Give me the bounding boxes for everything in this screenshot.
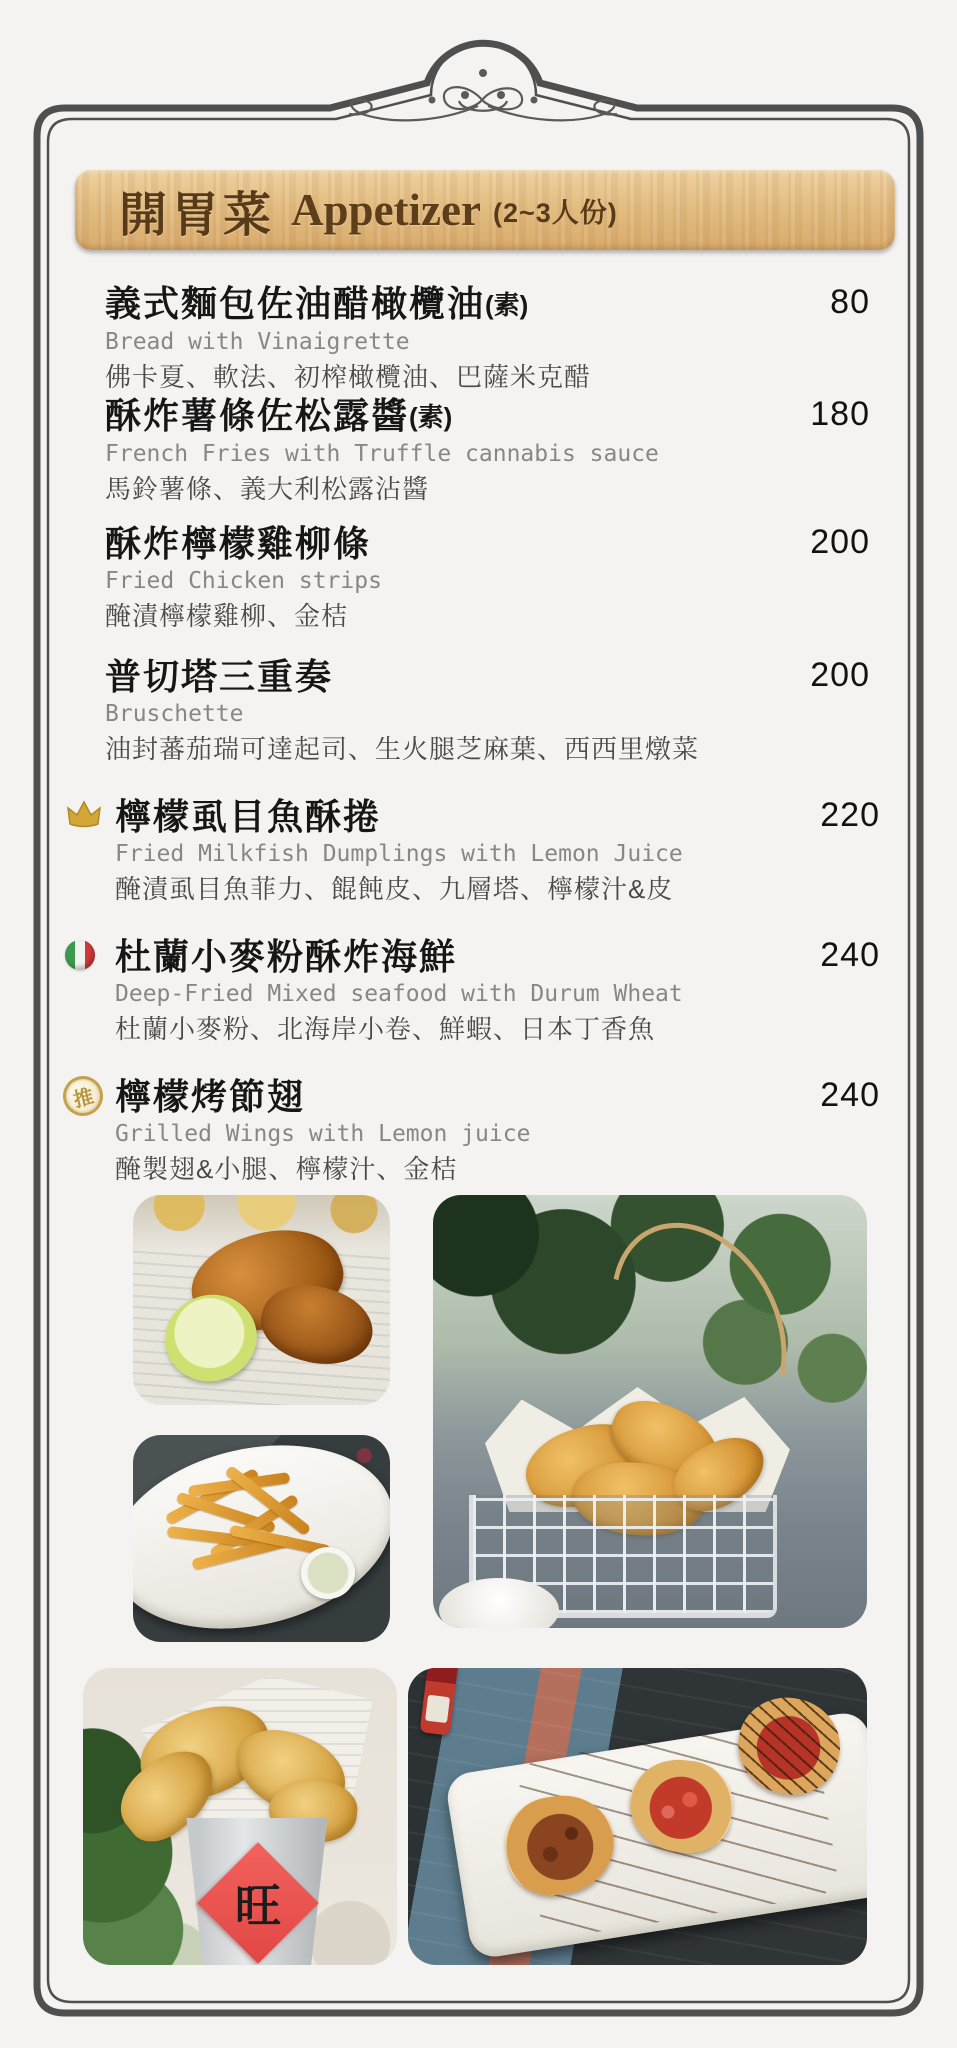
item-price: 200 xyxy=(810,523,870,561)
menu-item xyxy=(105,283,870,393)
menu-item xyxy=(105,936,880,1045)
menu-item xyxy=(105,656,870,765)
item-name: 普切塔三重奏 xyxy=(105,656,334,697)
item-name-en: French Fries with Truffle cannabis sauce xyxy=(105,441,659,467)
section-title-zh: 開胃菜 xyxy=(119,188,276,242)
item-price: 180 xyxy=(810,395,870,433)
menu-item xyxy=(105,395,870,505)
item-description: 醃漬檸檬雞柳、金桔 xyxy=(105,601,349,631)
item-description: 杜蘭小麥粉、北海岸小卷、鮮蝦、日本丁香魚 xyxy=(115,1014,656,1044)
item-name: 杜蘭小麥粉酥炸海鮮 xyxy=(115,936,458,977)
item-price: 80 xyxy=(830,283,870,321)
item-description: 油封蕃茄瑞可達起司、生火腿芝麻葉、西西里燉菜 xyxy=(105,734,700,764)
photo-bruschetta-plate xyxy=(408,1668,867,1965)
item-price: 240 xyxy=(820,936,880,974)
item-price: 240 xyxy=(820,1076,880,1114)
menu-item xyxy=(105,523,870,632)
item-name-en: Bread with Vinaigrette xyxy=(105,329,410,355)
item-name: 檸檬烤節翅 xyxy=(115,1076,306,1117)
item-price: 200 xyxy=(810,656,870,694)
item-name: 酥炸檸檬雞柳條 xyxy=(105,523,372,564)
serving-note: (2~3人份) xyxy=(492,197,618,228)
veg-suffix: (素) xyxy=(409,402,453,432)
section-title-en: Appetizer xyxy=(291,185,481,235)
photo-french-fries xyxy=(133,1435,390,1642)
photo-fried-wonton-bucket xyxy=(83,1668,397,1965)
item-name: 檸檬虱目魚酥捲 xyxy=(115,796,382,837)
menu-item xyxy=(105,796,880,905)
item-name-en: Fried Milkfish Dumplings with Lemon Juice xyxy=(115,841,683,867)
bucket-tag-label: 旺 xyxy=(235,1881,281,1932)
section-banner xyxy=(75,170,895,250)
italy-flag-icon xyxy=(65,940,95,970)
item-name: 義式麵包佐油醋橄欖油(素) xyxy=(105,283,529,324)
photo-chicken-wings xyxy=(133,1195,390,1405)
item-price: 220 xyxy=(820,796,880,834)
recommend-badge-label: 推 xyxy=(71,1085,96,1112)
item-description: 醃製翅&小腿、檸檬汁、金桔 xyxy=(115,1154,458,1184)
veg-suffix: (素) xyxy=(485,290,529,320)
photo-fried-strips-basket xyxy=(433,1195,867,1628)
item-description: 馬鈴薯條、義大利松露沾醬 xyxy=(105,474,430,504)
item-description: 醃漬虱目魚菲力、餛飩皮、九層塔、檸檬汁&皮 xyxy=(115,874,674,904)
item-name-en: Bruschette xyxy=(105,701,244,727)
crown-icon xyxy=(67,800,101,830)
menu-item xyxy=(71,1076,880,1185)
item-name-en: Fried Chicken strips xyxy=(105,568,382,594)
item-description: 佛卡夏、軟法、初榨橄欖油、巴薩米克醋 xyxy=(105,362,592,392)
item-name-en: Grilled Wings with Lemon juice xyxy=(115,1121,531,1147)
dip-cup-shape xyxy=(301,1547,355,1599)
item-name-en: Deep-Fried Mixed seafood with Durum Wheat xyxy=(115,981,683,1007)
hot-sauce-bottle-shape xyxy=(420,1668,459,1736)
item-name: 酥炸薯條佐松露醬(素) xyxy=(105,395,453,436)
